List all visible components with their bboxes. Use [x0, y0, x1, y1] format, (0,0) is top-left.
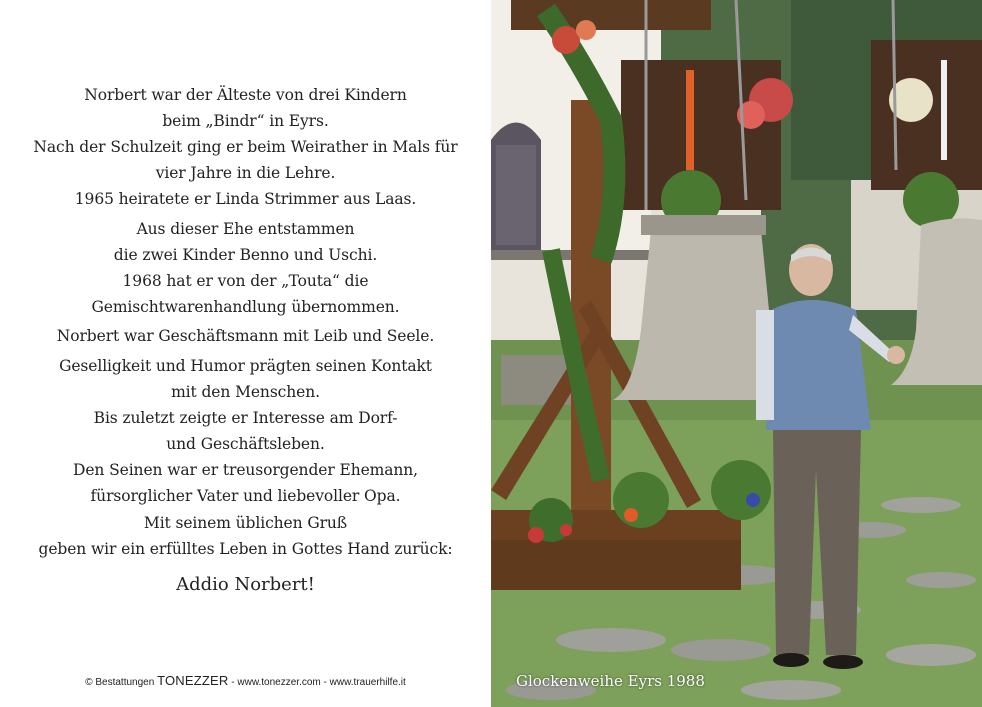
footer-brand: TONEZZER [157, 673, 229, 688]
memorial-line: Geselligkeit und Humor prägten seinen Kontakt [59, 357, 432, 375]
bell-consecration-photo [491, 0, 982, 707]
memorial-paragraph [0, 353, 491, 405]
memorial-line: 1965 heiratete er Linda Strimmer aus Laas. [74, 190, 417, 208]
memorial-paragraph [0, 405, 491, 457]
memorial-line: Aus dieser Ehe entstammen [136, 220, 355, 238]
memorial-paragraph [0, 268, 491, 320]
memorial-paragraph [0, 186, 491, 212]
funeral-home-footer [0, 673, 491, 688]
memorial-line: die zwei Kinder Benno und Uschi. [113, 246, 378, 264]
memorial-paragraph [0, 510, 491, 562]
memorial-line: geben wir ein erfülltes Leben in Gottes Hand zurück: [38, 540, 453, 558]
photo-caption: Glockenweihe Eyrs 1988 [516, 672, 705, 690]
memorial-line: vier Jahre in die Lehre. [155, 164, 336, 182]
memorial-paragraph [0, 82, 491, 134]
memorial-line: und Geschäftsleben. [166, 435, 325, 453]
photo [491, 0, 982, 707]
memorial-line: beim „Bindr“ in Eyrs. [162, 112, 329, 130]
memorial-paragraph [0, 134, 491, 186]
memorial-line: Nach der Schulzeit ging er beim Weirather in Mals für [33, 138, 458, 156]
memorial-paragraph [0, 323, 491, 349]
footer-websites: - www.tonezzer.com - www.trauerhilfe.it [231, 677, 406, 688]
memorial-line: fürsorglicher Vater und liebevoller Opa. [90, 487, 401, 505]
memorial-paragraph [0, 457, 491, 509]
memorial-paragraph [0, 216, 491, 268]
memorial-line: 1968 hat er von der „Touta“ die [122, 272, 369, 290]
memorial-line: Gemischtwarenhandlung übernommen. [91, 298, 400, 316]
closing-line: Addio Norbert! [176, 574, 315, 595]
memorial-line: Norbert war Geschäftsmann mit Leib und Seele. [56, 327, 435, 345]
memorial-line: Mit seinem üblichen Gruß [143, 514, 348, 532]
footer-prefix: © Bestattungen [85, 677, 155, 688]
memorial-line: Den Seinen war er treusorgender Ehemann, [73, 461, 418, 479]
memorial-line: mit den Menschen. [171, 383, 320, 401]
memorial-line: Bis zuletzt zeigte er Interesse am Dorf- [93, 409, 398, 427]
memorial-line: Norbert war der Älteste von drei Kindern [84, 86, 407, 104]
